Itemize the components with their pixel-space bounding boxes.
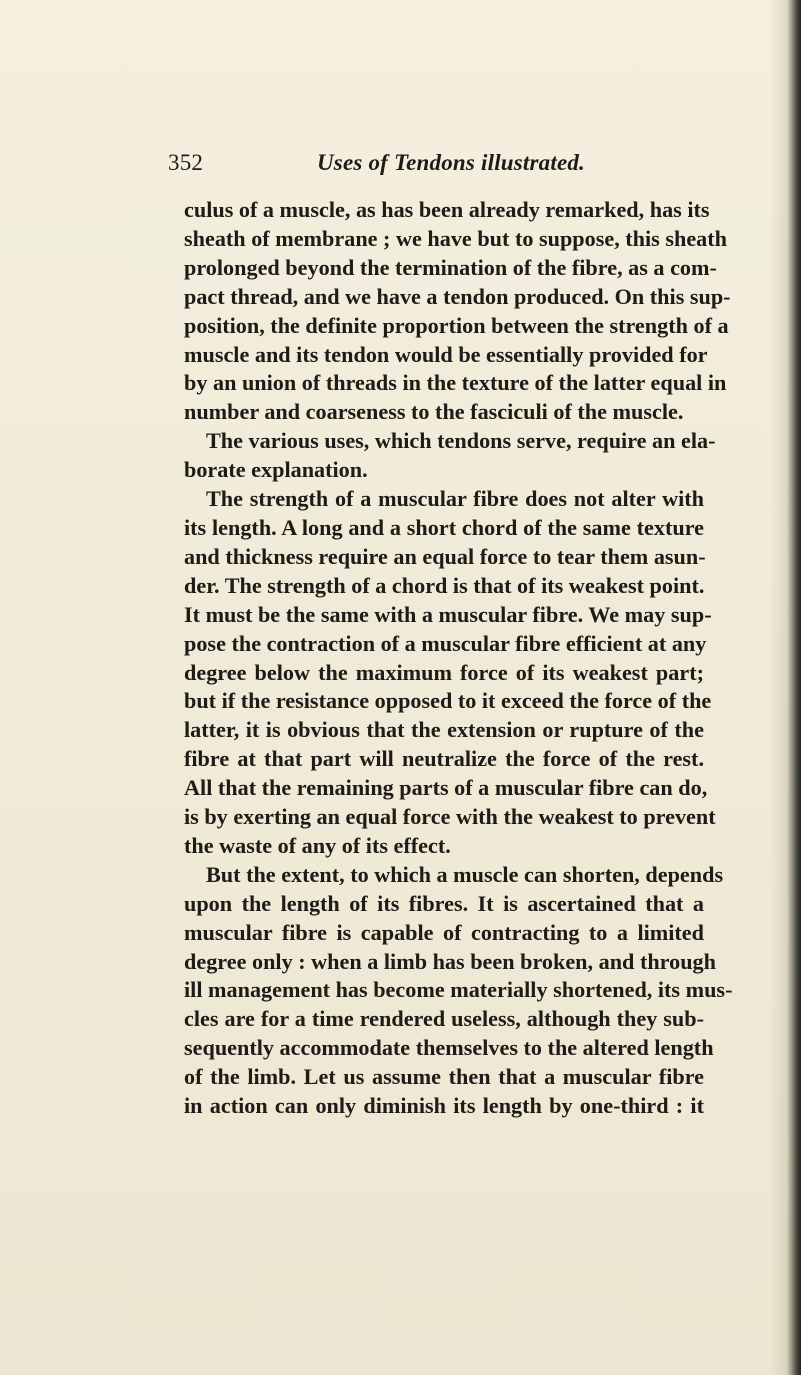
body-text [184,196,733,1121]
text-line: The strength of a muscular fibre does not alter with [206,486,704,512]
text-line: the waste of any of its effect. [184,832,451,858]
page-number: 352 [168,150,204,175]
text-line: borate explanation. [184,457,368,483]
running-title: Uses of Tendons illustrated. [317,150,586,175]
page-spine-shadow [787,0,801,1375]
text-line: of the limb. Let us assume then that a muscular fibre [184,1064,704,1090]
text-line: ill management has become materially shortened, its mus- [184,977,733,1003]
text-line: muscular fibre is capable of contracting to a limited [184,919,704,945]
text-line: upon the length of its fibres. It is ascertained that a [184,890,704,916]
running-head [168,150,728,182]
text-line: latter, it is obvious that the extension or rupture of the [184,717,704,743]
text-line: degree below the maximum force of its weakest part; [184,659,704,685]
text-line: muscle and its tendon would be essentially provided for [184,341,708,367]
text-line: der. The strength of a chord is that of its weakest point. [184,572,705,598]
text-line: number and coarseness to the fasciculi of the muscle. [184,399,684,425]
text-line: All that the remaining parts of a muscular fibre can do, [184,775,708,801]
text-line: sequently accommodate themselves to the altered length [184,1035,714,1061]
text-line: by an union of threads in the texture of the latter equal in [184,370,727,396]
text-line: in action can only diminish its length by one-third : it [184,1093,704,1119]
text-line: its length. A long and a short chord of the same texture [184,514,704,540]
text-line: degree only : when a limb has been broken, and through [184,948,716,974]
text-line: is by exerting an equal force with the weakest to prevent [184,804,716,830]
text-line: But the extent, to which a muscle can shorten, depends [206,861,724,887]
text-line: but if the resistance opposed to it exceed the force of the [184,688,712,714]
text-line: fibre at that part will neutralize the force of the rest. [184,746,704,772]
text-line: It must be the same with a muscular fibre. We may sup- [184,601,712,627]
text-line: sheath of membrane ; we have but to suppose, this sheath [184,225,728,251]
text-line: The various uses, which tendons serve, require an ela- [206,428,716,454]
text-line: culus of a muscle, as has been already remarked, has its [184,197,710,222]
text-line: prolonged beyond the termination of the fibre, as a com- [184,254,717,280]
text-line: and thickness require an equal force to tear them asun- [184,543,706,569]
text-line: cles are for a time rendered useless, although they sub- [184,1006,704,1032]
text-line: pose the contraction of a muscular fibre efficient at any [184,630,707,656]
text-line: position, the definite proportion between the strength of a [184,312,729,338]
text-line: pact thread, and we have a tendon produced. On this sup- [184,283,731,309]
